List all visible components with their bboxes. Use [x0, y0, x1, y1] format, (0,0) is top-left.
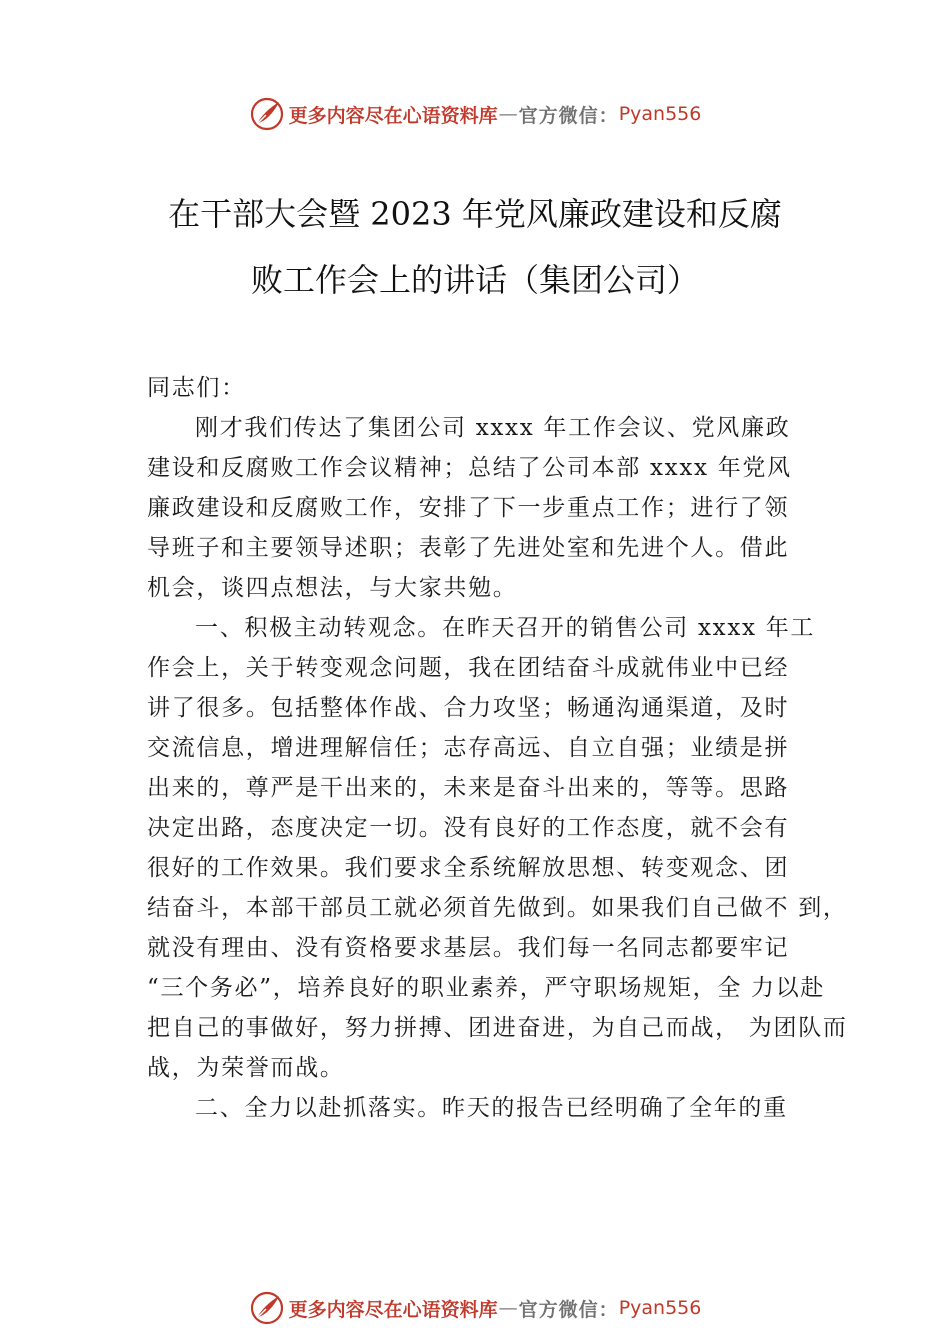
text-line: 二、全力以赴抓落实。昨天的报告已经明确了全年的重: [195, 1095, 788, 1121]
wechat-label: 官方微信：: [518, 1298, 619, 1321]
header-banner: [0, 92, 950, 136]
document-title-line-1: 在干部大会暨 2023 年党风廉政建设和反腐: [168, 195, 782, 233]
wechat-id: Pyan556: [618, 103, 702, 125]
text-line: 把自己的事做好，努力拼搏、团进奋进，为自己而战， 为团队而: [147, 1015, 848, 1041]
banner-separator: —: [498, 1297, 518, 1319]
wechat-id: Pyan556: [618, 1297, 702, 1319]
text-line: 建设和反腐败工作会议精神；总结了公司本部 xxxx 年党风: [147, 455, 792, 481]
text-line: 廉政建设和反腐败工作，安排了下一步重点工作；进行了领: [147, 495, 790, 521]
text-line: 战，为荣誉而战。: [147, 1055, 345, 1081]
text-line: 决定出路，态度决定一切。没有良好的工作态度，就不会有: [147, 815, 790, 841]
brand-text: 更多内容尽在心语资料库: [288, 104, 498, 127]
text-line: 讲了很多。包括整体作战、合力攻坚；畅通沟通渠道，及时: [147, 695, 790, 721]
wechat-label: 官方微信：: [518, 104, 619, 127]
text-line: 结奋斗，本部干部员工就必须首先做到。如果我们自己做不 到，: [147, 895, 848, 921]
quill-logo-icon: [249, 96, 285, 132]
greeting: [147, 368, 812, 408]
text-line: 导班子和主要领导述职；表彰了先进处室和先进个人。借此: [147, 535, 790, 561]
text-line: 很好的工作效果。我们要求全系统解放思想、转变观念、团: [147, 855, 790, 881]
text-line: “三个务必”，培养良好的职业素养，严守职场规矩，全 力以赴: [147, 975, 826, 1001]
text-line: 作会上，关于转变观念问题，我在团结奋斗成就伟业中已经: [147, 655, 790, 681]
footer-banner: [0, 1286, 950, 1330]
text-line: 出来的，尊严是干出来的，未来是奋斗出来的，等等。思路: [147, 775, 790, 801]
greeting-text: 同志们：: [147, 375, 246, 401]
quill-logo-icon: [249, 1290, 285, 1326]
banner-separator: —: [498, 103, 518, 125]
document-body: [147, 408, 848, 1128]
text-line: 一、积极主动转观念。在昨天召开的销售公司 xxxx 年工: [195, 615, 816, 641]
text-line: 交流信息，增进理解信任；志存高远、自立自强；业绩是拼: [147, 735, 790, 761]
text-line: 机会，谈四点想法，与大家共勉。: [147, 575, 518, 601]
brand-text: 更多内容尽在心语资料库: [288, 1298, 498, 1321]
document-title-line-2: 败工作会上的讲话（集团公司）: [250, 261, 699, 299]
text-line: 就没有理由、没有资格要求基层。我们每一名同志都要牢记: [147, 935, 790, 961]
text-line: 刚才我们传达了集团公司 xxxx 年工作会议、党风廉政: [195, 415, 791, 441]
